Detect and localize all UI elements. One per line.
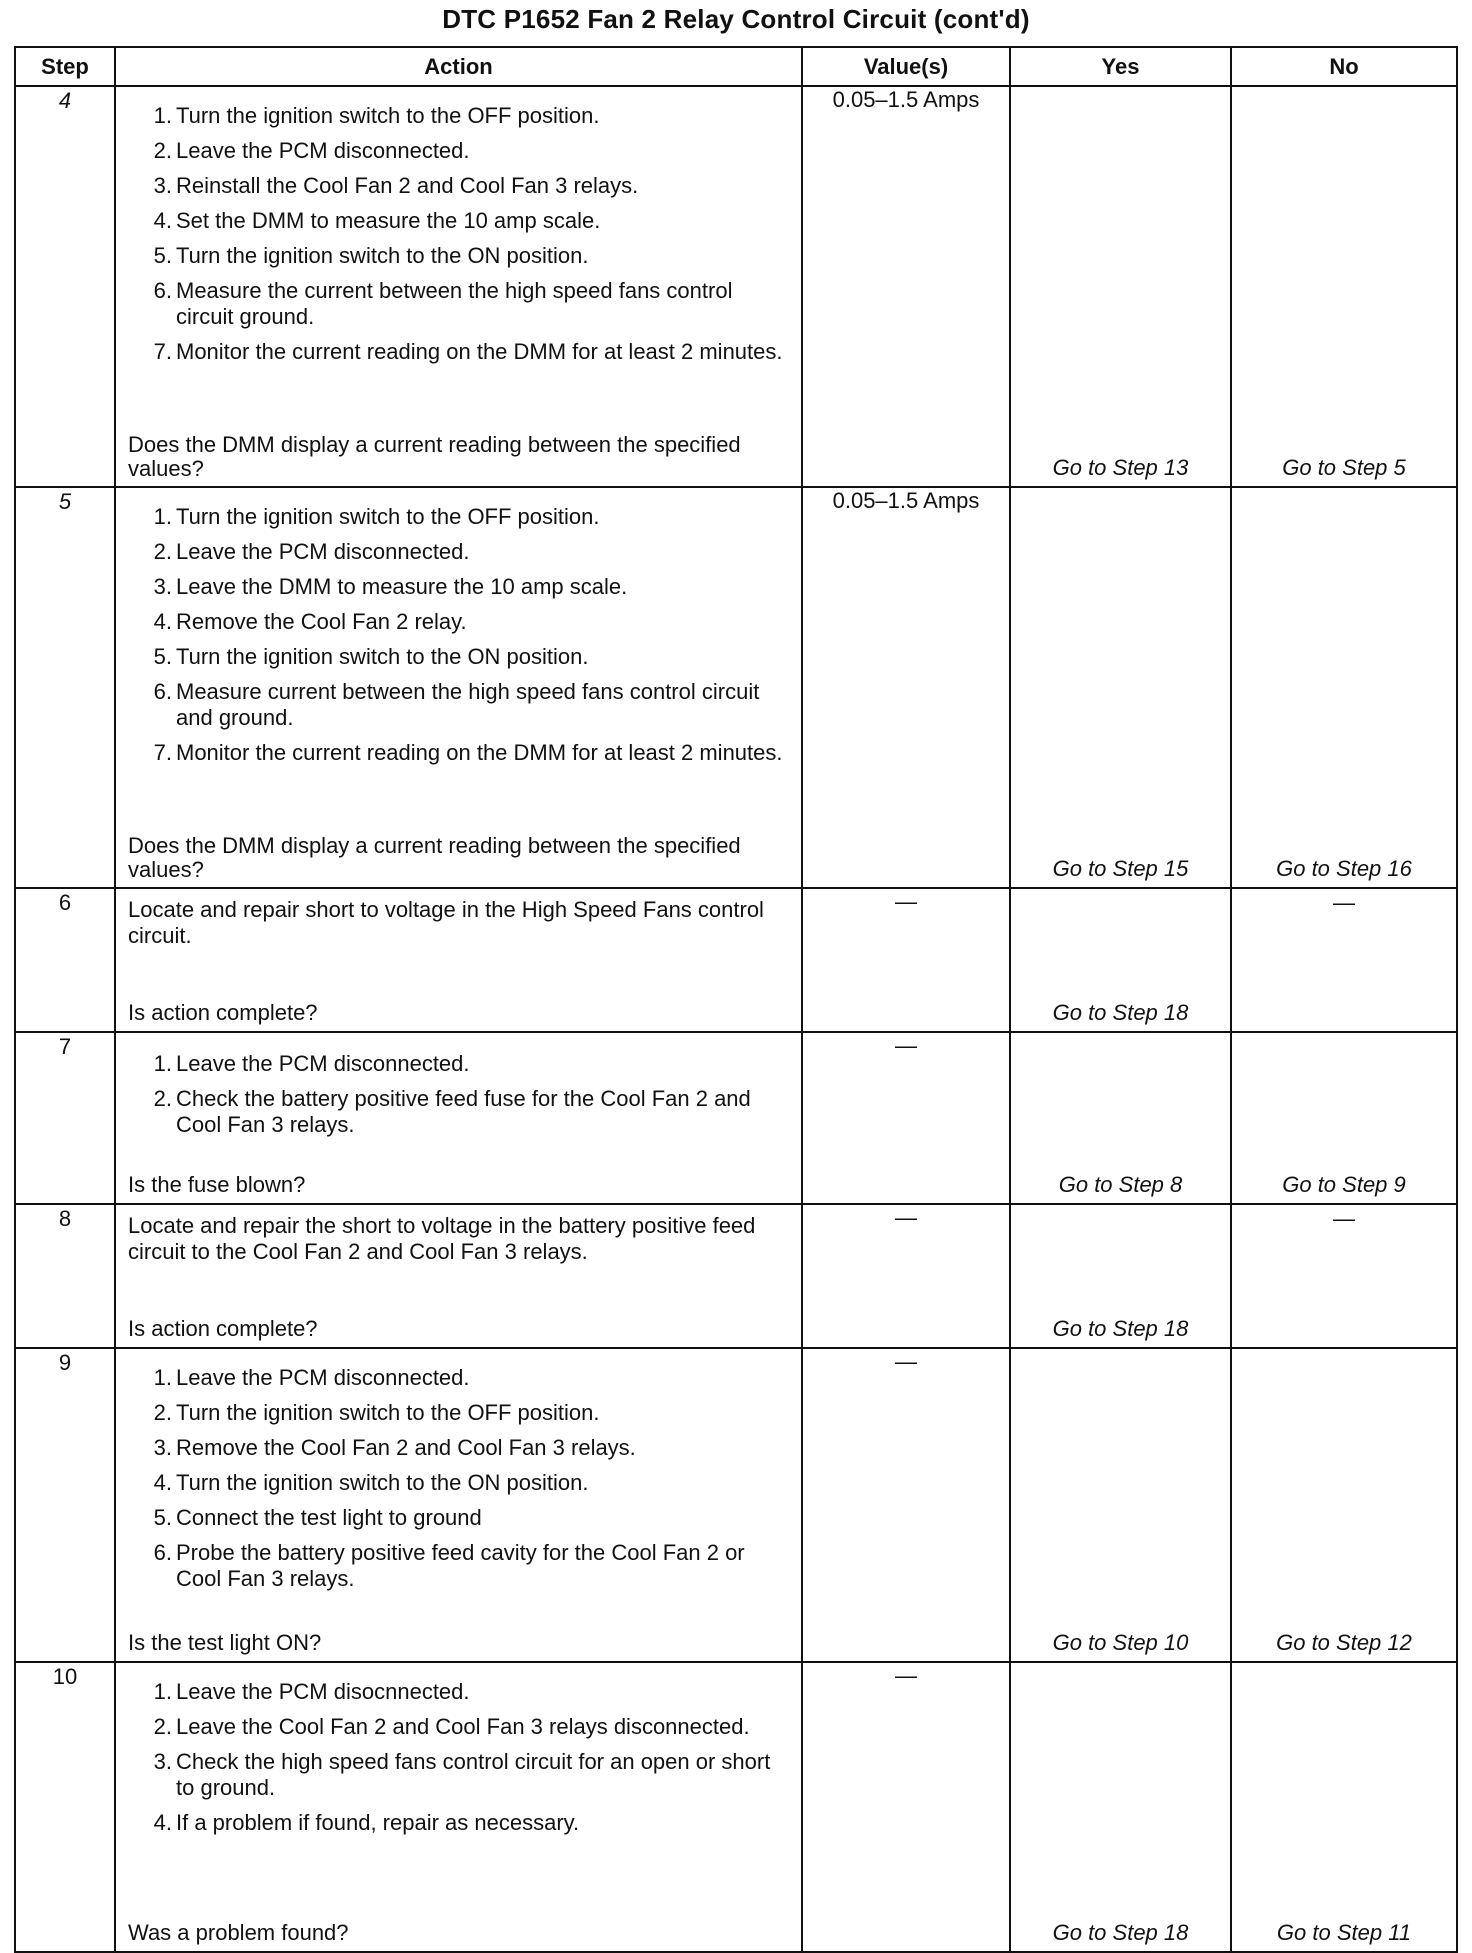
action-question: Does the DMM display a current reading between the specified values? <box>128 432 741 481</box>
list-item: 1. Leave the PCM disocnnected. <box>153 1679 470 1704</box>
value-cell: — <box>802 1032 1010 1204</box>
action-cell <box>115 1662 802 1952</box>
yes-cell <box>1010 1348 1231 1662</box>
value-cell: — <box>802 1348 1010 1662</box>
action-list <box>128 1679 791 1836</box>
diagnostic-table <box>14 46 1458 1953</box>
yes-goto-link[interactable]: Go to Step 8 <box>1058 1172 1183 1197</box>
table-row <box>15 487 1457 888</box>
action-text: Locate and repair the short to voltage in the battery positive feed circuit to the Cool Fan 2 and Cool Fan 3 relays. <box>128 1213 756 1264</box>
list-item: 1. Leave the PCM disconnected. <box>153 1051 470 1076</box>
table-row <box>15 1204 1457 1348</box>
yes-cell <box>1010 487 1231 888</box>
yes-goto-link[interactable]: Go to Step 13 <box>1052 455 1189 480</box>
list-item: 4. Turn the ignition switch to the ON position. <box>153 1470 589 1495</box>
action-question: Is action complete? <box>128 1316 318 1341</box>
yes-cell <box>1010 1204 1231 1348</box>
action-cell <box>115 86 802 487</box>
action-question: Is action complete? <box>128 1000 318 1025</box>
yes-cell <box>1010 1032 1231 1204</box>
header-step: Step <box>15 47 115 86</box>
yes-goto-link[interactable]: Go to Step 18 <box>1052 1920 1189 1945</box>
list-item: 4. Remove the Cool Fan 2 relay. <box>153 609 467 634</box>
yes-cell <box>1010 86 1231 487</box>
value-cell: — <box>802 1662 1010 1952</box>
list-item: 4. Set the DMM to measure the 10 amp scale. <box>153 208 601 233</box>
no-cell: — <box>1231 1204 1457 1348</box>
action-list <box>128 103 791 365</box>
table-row <box>15 86 1457 487</box>
step-number: 7 <box>15 1032 115 1204</box>
table-row <box>15 1032 1457 1204</box>
table-row <box>15 888 1457 1032</box>
list-item: 5. Connect the test light to ground <box>153 1505 482 1530</box>
no-cell <box>1231 1662 1457 1952</box>
yes-cell <box>1010 1662 1231 1952</box>
list-item: 2. Leave the Cool Fan 2 and Cool Fan 3 relays disconnected. <box>153 1714 750 1739</box>
action-question: Does the DMM display a current reading between the specified values? <box>128 833 741 882</box>
step-number: 6 <box>15 888 115 1032</box>
no-cell <box>1231 1348 1457 1662</box>
no-cell <box>1231 86 1457 487</box>
step-number: 5 <box>15 487 115 888</box>
no-goto-link[interactable]: Go to Step 16 <box>1276 856 1412 881</box>
action-cell <box>115 1348 802 1662</box>
step-number: 9 <box>15 1348 115 1662</box>
list-item: 2. Check the battery positive feed fuse for the Cool Fan 2 and Cool Fan 3 relays. <box>153 1086 751 1137</box>
list-item: 6. Measure the current between the high speed fans control circuit ground. <box>153 278 733 329</box>
action-list <box>128 1365 791 1592</box>
action-cell <box>115 1204 802 1348</box>
yes-goto-link[interactable]: Go to Step 18 <box>1052 1316 1189 1341</box>
list-item: 2. Leave the PCM disconnected. <box>153 138 470 163</box>
list-item: 7. Monitor the current reading on the DMM for at least 2 minutes. <box>153 339 783 364</box>
action-question: Was a problem found? <box>128 1920 349 1945</box>
list-item: 1. Turn the ignition switch to the OFF position. <box>153 103 600 128</box>
table-row <box>15 1348 1457 1662</box>
action-cell <box>115 1032 802 1204</box>
list-item: 3. Leave the DMM to measure the 10 amp scale. <box>153 574 628 599</box>
no-cell <box>1231 1032 1457 1204</box>
list-item: 1. Leave the PCM disconnected. <box>153 1365 470 1390</box>
list-item: 3. Check the high speed fans control circuit for an open or short to ground. <box>153 1749 771 1800</box>
action-list <box>128 504 791 766</box>
yes-goto-link[interactable]: Go to Step 18 <box>1052 1000 1189 1025</box>
list-item: 5. Turn the ignition switch to the ON position. <box>153 644 589 669</box>
list-item: 7. Monitor the current reading on the DMM for at least 2 minutes. <box>153 740 783 765</box>
list-item: 1. Turn the ignition switch to the OFF position. <box>153 504 600 529</box>
step-number: 4 <box>15 86 115 487</box>
value-cell: — <box>802 1204 1010 1348</box>
no-goto-link[interactable]: Go to Step 11 <box>1276 1920 1412 1945</box>
list-item: 2. Leave the PCM disconnected. <box>153 539 470 564</box>
action-list <box>128 1051 791 1138</box>
action-text: Locate and repair short to voltage in the High Speed Fans control circuit. <box>128 897 764 948</box>
no-cell <box>1231 487 1457 888</box>
action-question: Is the fuse blown? <box>128 1172 306 1197</box>
no-goto-link[interactable]: Go to Step 5 <box>1282 455 1406 480</box>
header-action: Action <box>115 47 802 86</box>
list-item: 5. Turn the ignition switch to the ON position. <box>153 243 589 268</box>
yes-cell <box>1010 888 1231 1032</box>
step-number: 10 <box>15 1662 115 1952</box>
list-item: 3. Remove the Cool Fan 2 and Cool Fan 3 relays. <box>153 1435 636 1460</box>
list-item: 2. Turn the ignition switch to the OFF position. <box>153 1400 600 1425</box>
header-no: No <box>1231 47 1457 86</box>
action-question: Is the test light ON? <box>128 1630 322 1655</box>
action-cell <box>115 487 802 888</box>
list-item: 3. Reinstall the Cool Fan 2 and Cool Fan 3 relays. <box>153 173 639 198</box>
value-cell: — <box>802 888 1010 1032</box>
header-yes: Yes <box>1010 47 1231 86</box>
value-cell: 0.05–1.5 Amps <box>802 86 1010 487</box>
header-row <box>15 47 1457 86</box>
yes-goto-link[interactable]: Go to Step 15 <box>1052 856 1189 881</box>
header-values: Value(s) <box>802 47 1010 86</box>
step-number: 8 <box>15 1204 115 1348</box>
yes-goto-link[interactable]: Go to Step 10 <box>1052 1630 1189 1655</box>
table-row <box>15 1662 1457 1952</box>
value-cell: 0.05–1.5 Amps <box>802 487 1010 888</box>
list-item: 4. If a problem if found, repair as necessary. <box>153 1810 580 1835</box>
list-item: 6. Measure current between the high speed fans control circuit and ground. <box>153 679 760 730</box>
no-goto-link[interactable]: Go to Step 12 <box>1276 1630 1412 1655</box>
action-cell <box>115 888 802 1032</box>
no-goto-link[interactable]: Go to Step 9 <box>1282 1172 1406 1197</box>
no-cell: — <box>1231 888 1457 1032</box>
page-title: DTC P1652 Fan 2 Relay Control Circuit (cont'd) <box>442 4 1030 34</box>
list-item: 6. Probe the battery positive feed cavity for the Cool Fan 2 or Cool Fan 3 relays. <box>153 1540 745 1591</box>
